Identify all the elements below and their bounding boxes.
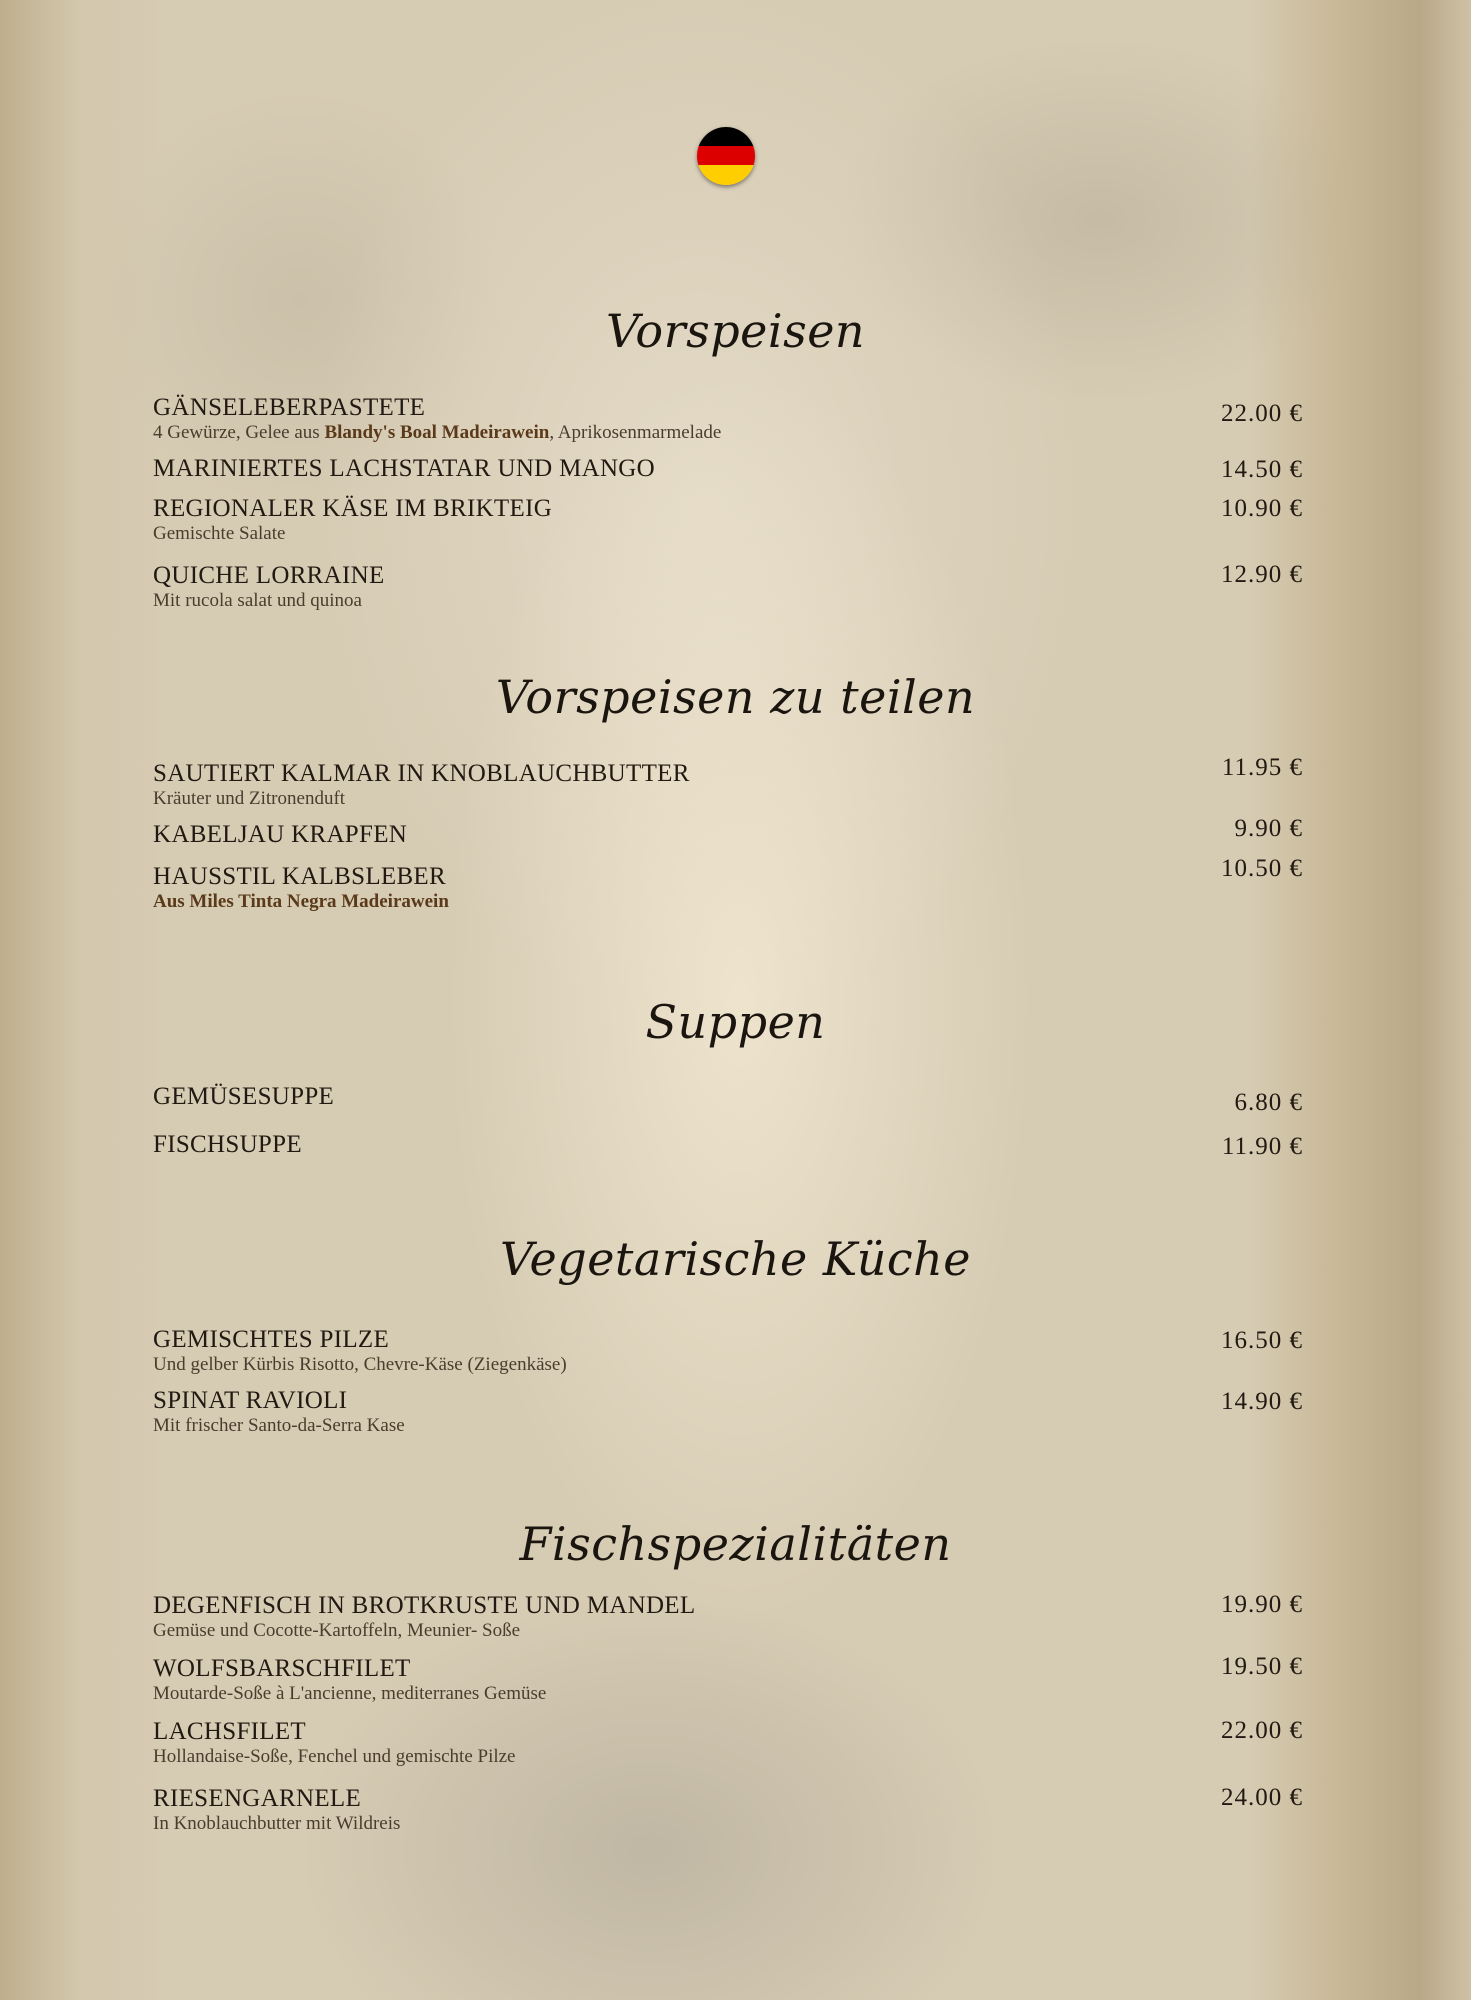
item-price: 24.00 € <box>1221 1784 1303 1811</box>
item-price: 9.90 € <box>1234 815 1303 842</box>
item-name: LACHSFILET <box>153 1718 306 1745</box>
item-price: 10.90 € <box>1221 495 1303 522</box>
item-price: 10.50 € <box>1221 855 1303 882</box>
flag-stripe-red <box>697 146 755 166</box>
item-price: 14.50 € <box>1221 456 1303 483</box>
wine-highlight: Blandy's Boal Madeirawein <box>324 422 550 443</box>
item-name: REGIONALER KÄSE IM BRIKTEIG <box>153 495 553 522</box>
item-price: 11.95 € <box>1221 754 1303 781</box>
section-title-suppen: Suppen <box>645 995 826 1049</box>
item-name: RIESENGARNELE <box>153 1785 362 1812</box>
item-description: In Knoblauchbutter mit Wildreis <box>153 1813 401 1834</box>
item-price: 16.50 € <box>1221 1327 1303 1354</box>
item-description: Gemischte Salate <box>153 523 286 544</box>
item-name: GEMISCHTES PILZE <box>153 1326 390 1353</box>
item-name: SAUTIERT KALMAR IN KNOBLAUCHBUTTER <box>153 760 690 787</box>
item-name: HAUSSTIL KALBSLEBER <box>153 863 446 890</box>
item-price: 11.90 € <box>1221 1133 1303 1160</box>
item-price: 14.90 € <box>1221 1388 1303 1415</box>
flag-stripe-gold <box>697 165 755 185</box>
section-title-vorspeisen-zu-teilen: Vorspeisen zu teilen <box>495 670 976 724</box>
item-name: GÄNSELEBERPASTETE <box>153 394 426 421</box>
item-description: Kräuter und Zitronenduft <box>153 788 346 809</box>
item-price: 6.80 € <box>1234 1089 1303 1116</box>
item-description: Hollandaise-Soße, Fenchel und gemischte Pilze <box>153 1746 516 1767</box>
item-name: GEMÜSESUPPE <box>153 1083 335 1110</box>
item-description: 4 Gewürze, Gelee aus Blandy's Boal Madeirawein, Aprikosenmarmelade <box>153 422 722 443</box>
item-price: 19.50 € <box>1221 1653 1303 1680</box>
item-name: WOLFSBARSCHFILET <box>153 1655 411 1682</box>
item-name: SPINAT RAVIOLI <box>153 1387 348 1414</box>
section-title-fischspezialitaeten: Fischspezialitäten <box>519 1517 952 1571</box>
item-description: Gemüse und Cocotte-Kartoffeln, Meunier- Soße <box>153 1620 521 1641</box>
item-name: QUICHE LORRAINE <box>153 562 385 589</box>
item-description: Aus Miles Tinta Negra Madeirawein <box>153 891 449 912</box>
germany-flag-icon[interactable] <box>697 127 755 185</box>
item-description: Mit rucola salat und quinoa <box>153 590 362 611</box>
section-title-vorspeisen: Vorspeisen <box>605 304 866 358</box>
item-name: MARINIERTES LACHSTATAR UND MANGO <box>153 455 656 482</box>
item-price: 12.90 € <box>1221 561 1303 588</box>
item-price: 22.00 € <box>1221 400 1303 427</box>
item-name: KABELJAU KRAPFEN <box>153 821 408 848</box>
item-description: Mit frischer Santo-da-Serra Kase <box>153 1415 405 1436</box>
section-title-vegetarische-kueche: Vegetarische Küche <box>500 1232 971 1286</box>
item-name: FISCHSUPPE <box>153 1131 302 1158</box>
item-price: 22.00 € <box>1221 1717 1303 1744</box>
item-description: Moutarde-Soße à L'ancienne, mediterranes Gemüse <box>153 1683 547 1704</box>
flag-stripe-black <box>697 127 755 147</box>
item-price: 19.90 € <box>1221 1591 1303 1618</box>
item-name: DEGENFISCH IN BROTKRUSTE UND MANDEL <box>153 1592 696 1619</box>
item-description: Und gelber Kürbis Risotto, Chevre-Käse (Ziegenkäse) <box>153 1354 567 1375</box>
